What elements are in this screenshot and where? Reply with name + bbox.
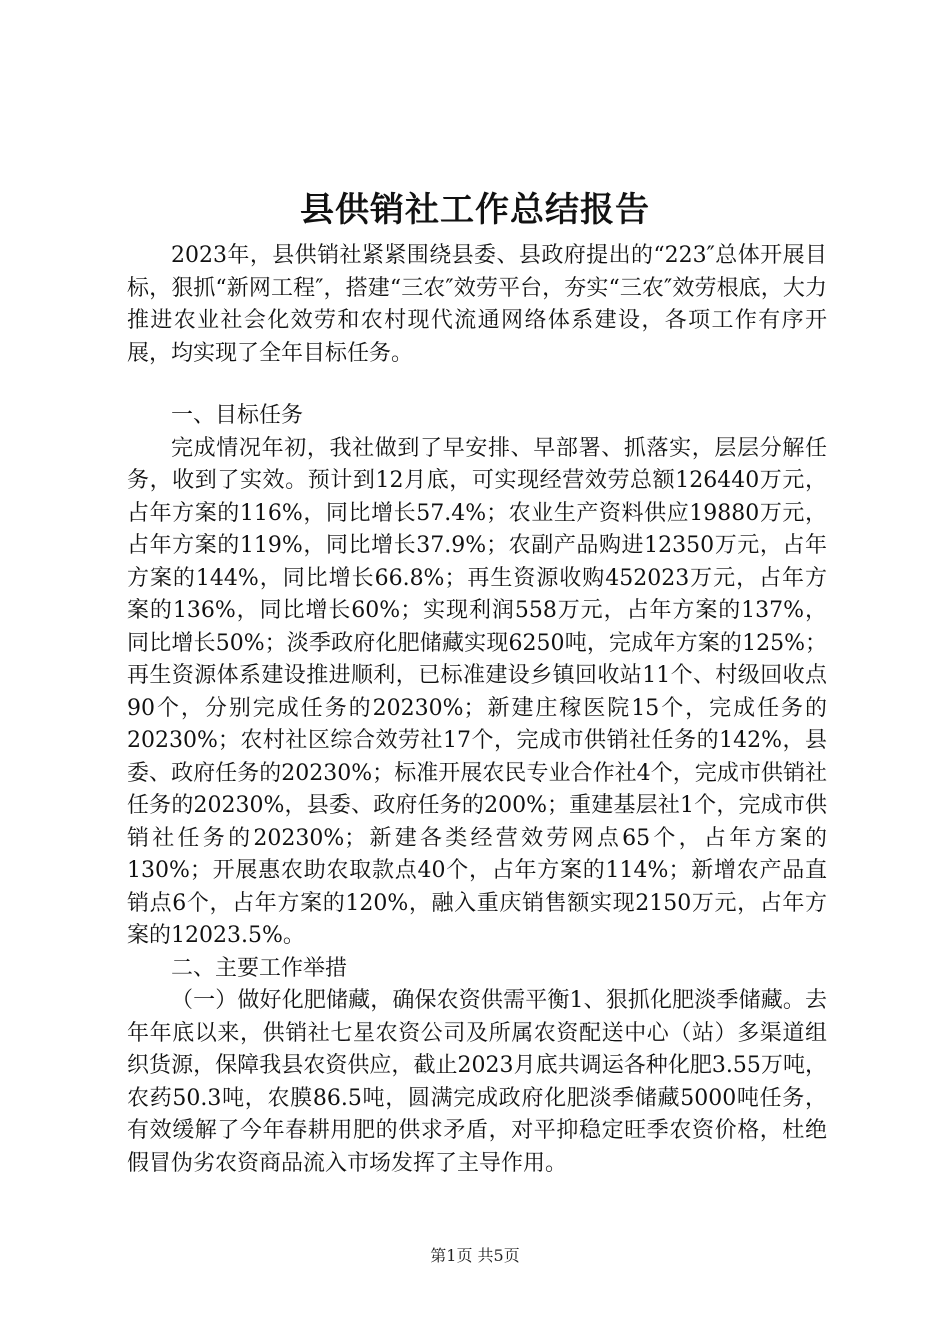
- measures-paragraph: （一）做好化肥储藏，确保农资供需平衡1、狠抓化肥淡季储藏。去年年底以来，供销社七星农资公司及所属农资配送中心（站）多渠道组织货源，保障我县农资供应，截止2023月底共调运各种化肥3.55万吨，农药50.3吨，农膜86.5吨，圆满完成政府化肥淡季储藏5000吨任务，有效缓解了今年春耕用肥的供求矛盾，对平抑稳定旺季农资价格，杜绝假冒伪劣农资商品流入市场发挥了主导作用。: [127, 988, 827, 1176]
- section-heading-measures: 二、主要工作举措: [171, 955, 348, 981]
- page-number-footer: 第1页 共5页: [430, 1246, 520, 1265]
- section-heading-goals: 一、目标任务: [171, 403, 304, 428]
- goals-paragraph: 完成情况年初，我社做到了早安排、早部署、抓落实，层层分解任务，收到了实效。预计到12月底，可实现经营效劳总额126440万元，占年方案的116%，同比增长57.4%；农业生产资料供应19880万元，占年方案的119%，同比增长37.9%；农副产品购进12350万元，占年方案的144%，同比增长66.8%；再生资源收购452023万元，占年方案的136%，同比增长60%；实现利润558万元，占年方案的137%，同比增长50%；淡季政府化肥储藏实现6250吨，完成年方案的125%；再生资源体系建设推进顺利，已标准建设乡镇回收站11个、村级回收点90个，分别完成任务的20230%；新建庄稼医院15个，完成任务的20230%；农村社区综合效劳社17个，完成市供销社任务的142%，县委、政府任务的20230%；标准开展农民专业合作社4个，完成市供销社任务的20230%，县委、政府任务的200%；重建基层社1个，完成市供销社任务的20230%；新建各类经营效劳网点65个，占年方案的130%；开展惠农助农取款点40个，占年方案的114%；新增农产品直销点6个，占年方案的120%，融入重庆销售额实现2150万元，占年方案的12023.5%。: [127, 435, 827, 948]
- document-body: [127, 240, 827, 1180]
- document-title: 县供销社工作总结报告: [300, 190, 650, 230]
- intro-paragraph: 2023年，县供销社紧紧围绕县委、县政府提出的“223″总体开展目标，狠抓“新网工程″，搭建“三农″效劳平台，夯实“三农″效劳根底，大力推进农业社会化效劳和农村现代流通网络体系建设，各项工作有序开展，均实现了全年目标任务。: [127, 243, 827, 366]
